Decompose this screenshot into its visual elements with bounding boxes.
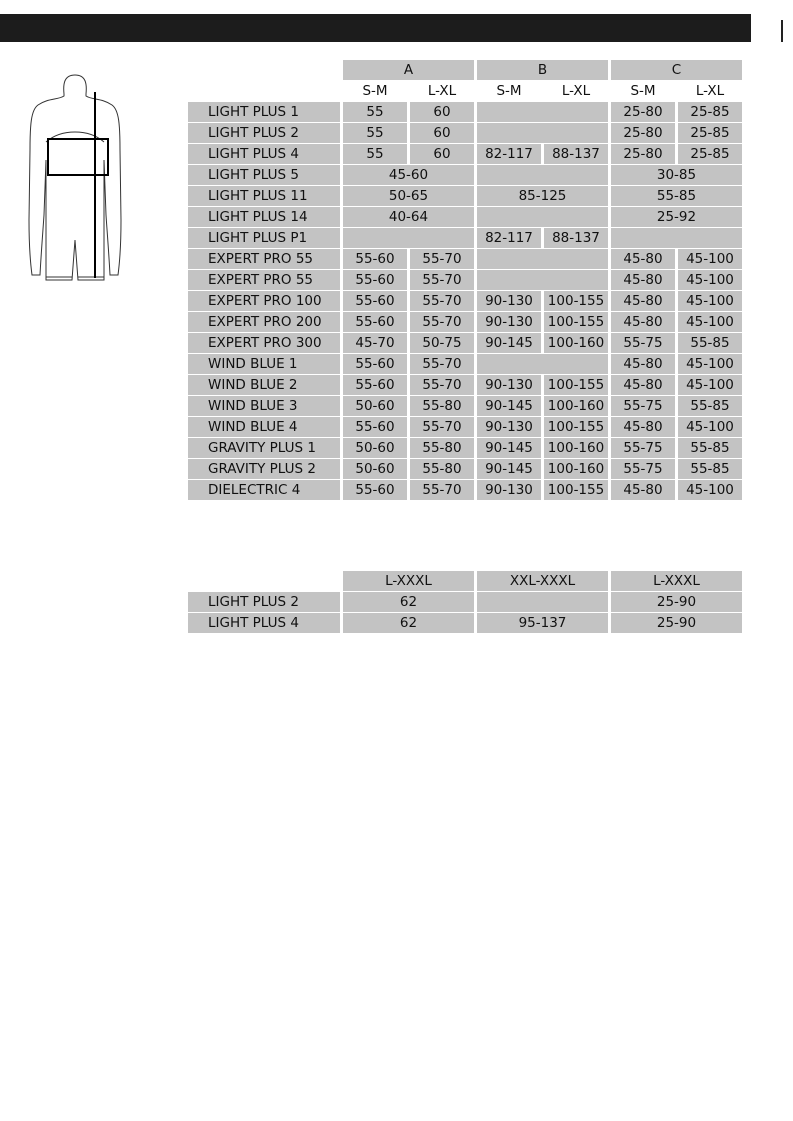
size-value-cell: 100-160 bbox=[544, 333, 608, 353]
size-value-cell: 55-70 bbox=[410, 480, 474, 500]
product-name: WIND BLUE 3 bbox=[188, 396, 340, 416]
size-header: S-M bbox=[630, 83, 656, 99]
large-size-header: L-XXXL bbox=[343, 571, 474, 591]
size-value-cell bbox=[477, 207, 608, 227]
size-value-cell: 55-60 bbox=[343, 480, 407, 500]
size-value-cell: 100-160 bbox=[544, 396, 608, 416]
large-size-header: L-XXXL bbox=[611, 571, 742, 591]
corner-cell bbox=[188, 60, 340, 80]
table-row bbox=[188, 375, 742, 395]
size-header: L-XL bbox=[427, 83, 457, 99]
size-table-body bbox=[188, 102, 742, 500]
table-row bbox=[188, 480, 742, 500]
table-row bbox=[188, 312, 742, 332]
corner-cell bbox=[188, 571, 340, 591]
size-value-cell: 40-64 bbox=[343, 207, 474, 227]
product-name: DIELECTRIC 4 bbox=[188, 480, 340, 500]
header-bar bbox=[0, 14, 751, 42]
size-value-cell: 55-75 bbox=[611, 396, 675, 416]
size-value-cell: 55 bbox=[343, 123, 407, 143]
size-value-cell: 45-100 bbox=[678, 417, 742, 437]
size-value-cell: 90-130 bbox=[477, 417, 541, 437]
size-value-cell: 25-85 bbox=[678, 123, 742, 143]
product-name: LIGHT PLUS 2 bbox=[188, 123, 340, 143]
size-value-cell: 50-75 bbox=[410, 333, 474, 353]
size-value-cell bbox=[343, 228, 474, 248]
size-value-cell: 45-80 bbox=[611, 375, 675, 395]
size-value-cell: 55-70 bbox=[410, 375, 474, 395]
size-value-cell: 55-85 bbox=[611, 186, 742, 206]
size-value-cell: 90-130 bbox=[477, 480, 541, 500]
size-header: L-XL bbox=[561, 83, 591, 99]
size-value-cell: 90-145 bbox=[477, 438, 541, 458]
size-value-cell: 25-85 bbox=[678, 102, 742, 122]
size-header: S-M bbox=[362, 83, 388, 99]
size-value-cell: 62 bbox=[343, 592, 474, 612]
size-value-cell: 25-80 bbox=[611, 123, 675, 143]
table-row bbox=[188, 417, 742, 437]
size-value-cell: 45-80 bbox=[611, 354, 675, 374]
size-value-cell bbox=[477, 592, 608, 612]
table-row bbox=[188, 438, 742, 458]
size-value-cell: 45-80 bbox=[611, 249, 675, 269]
product-name: EXPERT PRO 200 bbox=[188, 312, 340, 332]
size-value-cell: 88-137 bbox=[544, 144, 608, 164]
group-header-b: B bbox=[477, 60, 608, 80]
size-value-cell: 88-137 bbox=[544, 228, 608, 248]
size-value-cell bbox=[477, 165, 608, 185]
size-value-cell bbox=[477, 249, 608, 269]
size-value-cell: 45-100 bbox=[678, 312, 742, 332]
large-size-table bbox=[185, 570, 745, 634]
size-value-cell bbox=[477, 354, 608, 374]
group-header-a: A bbox=[343, 60, 474, 80]
size-value-cell: 90-130 bbox=[477, 291, 541, 311]
size-value-cell: 25-85 bbox=[678, 144, 742, 164]
size-value-cell: 50-60 bbox=[343, 438, 407, 458]
size-value-cell: 60 bbox=[410, 123, 474, 143]
size-value-cell: 25-90 bbox=[611, 613, 742, 633]
table-row bbox=[188, 354, 742, 374]
table-row bbox=[188, 396, 742, 416]
size-table bbox=[185, 59, 745, 501]
size-value-cell: 55-60 bbox=[343, 312, 407, 332]
product-name: LIGHT PLUS 4 bbox=[188, 144, 340, 164]
table-row bbox=[188, 165, 742, 185]
size-value-cell: 90-130 bbox=[477, 375, 541, 395]
size-value-cell: 82-117 bbox=[477, 144, 541, 164]
size-value-cell: 55-85 bbox=[678, 459, 742, 479]
size-value-cell: 55-70 bbox=[410, 417, 474, 437]
size-value-cell: 45-80 bbox=[611, 417, 675, 437]
size-value-cell: 95-137 bbox=[477, 613, 608, 633]
size-value-cell: 45-60 bbox=[343, 165, 474, 185]
product-name: LIGHT PLUS 4 bbox=[188, 613, 340, 633]
product-name: LIGHT PLUS P1 bbox=[188, 228, 340, 248]
size-value-cell: 90-145 bbox=[477, 396, 541, 416]
size-value-cell: 55-80 bbox=[410, 396, 474, 416]
size-value-cell: 55-60 bbox=[343, 270, 407, 290]
product-name: LIGHT PLUS 14 bbox=[188, 207, 340, 227]
large-header-row bbox=[188, 571, 742, 591]
table-row bbox=[188, 459, 742, 479]
large-size-table-body bbox=[188, 592, 742, 633]
product-name: EXPERT PRO 100 bbox=[188, 291, 340, 311]
table-row bbox=[188, 249, 742, 269]
size-value-cell: 55-85 bbox=[678, 396, 742, 416]
size-value-cell: 45-80 bbox=[611, 312, 675, 332]
product-name: LIGHT PLUS 2 bbox=[188, 592, 340, 612]
size-value-cell: 60 bbox=[410, 102, 474, 122]
size-value-cell: 100-155 bbox=[544, 375, 608, 395]
table-row bbox=[188, 207, 742, 227]
size-value-cell: 45-100 bbox=[678, 354, 742, 374]
size-value-cell bbox=[477, 270, 608, 290]
body-measurement-figure-icon bbox=[24, 70, 126, 288]
size-value-cell: 55-60 bbox=[343, 375, 407, 395]
table-row bbox=[188, 270, 742, 290]
size-value-cell: 45-100 bbox=[678, 480, 742, 500]
size-value-cell: 100-160 bbox=[544, 438, 608, 458]
large-size-header: XXL-XXXL bbox=[477, 571, 608, 591]
size-value-cell: 100-155 bbox=[544, 480, 608, 500]
size-value-cell: 45-80 bbox=[611, 291, 675, 311]
size-value-cell: 45-80 bbox=[611, 270, 675, 290]
size-value-cell: 55-70 bbox=[410, 249, 474, 269]
table-row bbox=[188, 186, 742, 206]
size-value-cell: 60 bbox=[410, 144, 474, 164]
corner-cell bbox=[188, 81, 340, 101]
size-value-cell: 90-130 bbox=[477, 312, 541, 332]
size-value-cell: 55-80 bbox=[410, 459, 474, 479]
table-row bbox=[188, 291, 742, 311]
size-value-cell: 55-85 bbox=[678, 333, 742, 353]
table-row bbox=[188, 144, 742, 164]
size-value-cell: 55-70 bbox=[410, 354, 474, 374]
table-row bbox=[188, 613, 742, 633]
size-value-cell: 50-65 bbox=[343, 186, 474, 206]
size-value-cell: 45-80 bbox=[611, 480, 675, 500]
size-value-cell: 55-75 bbox=[611, 438, 675, 458]
size-value-cell: 55-60 bbox=[343, 291, 407, 311]
size-value-cell: 25-80 bbox=[611, 102, 675, 122]
size-value-cell: 45-70 bbox=[343, 333, 407, 353]
product-name: LIGHT PLUS 11 bbox=[188, 186, 340, 206]
product-name: EXPERT PRO 55 bbox=[188, 249, 340, 269]
size-value-cell: 55-85 bbox=[678, 438, 742, 458]
product-name: GRAVITY PLUS 2 bbox=[188, 459, 340, 479]
product-name: LIGHT PLUS 5 bbox=[188, 165, 340, 185]
size-value-cell: 45-100 bbox=[678, 270, 742, 290]
size-value-cell: 55-70 bbox=[410, 270, 474, 290]
size-value-cell: 45-100 bbox=[678, 249, 742, 269]
size-value-cell: 85-125 bbox=[477, 186, 608, 206]
size-value-cell: 25-90 bbox=[611, 592, 742, 612]
table-row bbox=[188, 592, 742, 612]
size-value-cell: 100-160 bbox=[544, 459, 608, 479]
size-value-cell bbox=[611, 228, 742, 248]
size-value-cell bbox=[477, 102, 608, 122]
size-value-cell: 90-145 bbox=[477, 459, 541, 479]
size-value-cell: 55-70 bbox=[410, 312, 474, 332]
size-value-cell: 50-60 bbox=[343, 396, 407, 416]
size-value-cell: 62 bbox=[343, 613, 474, 633]
page-edge-mark bbox=[781, 20, 783, 42]
size-value-cell: 55-60 bbox=[343, 249, 407, 269]
table-row bbox=[188, 102, 742, 122]
size-value-cell: 55-75 bbox=[611, 333, 675, 353]
size-header-row bbox=[188, 81, 742, 101]
group-header-c: C bbox=[611, 60, 742, 80]
size-value-cell: 100-155 bbox=[544, 417, 608, 437]
product-name: WIND BLUE 2 bbox=[188, 375, 340, 395]
product-name: WIND BLUE 4 bbox=[188, 417, 340, 437]
product-name: EXPERT PRO 300 bbox=[188, 333, 340, 353]
size-value-cell: 100-155 bbox=[544, 312, 608, 332]
product-name: WIND BLUE 1 bbox=[188, 354, 340, 374]
size-value-cell: 55-70 bbox=[410, 291, 474, 311]
size-value-cell: 55-80 bbox=[410, 438, 474, 458]
size-value-cell bbox=[477, 123, 608, 143]
size-value-cell: 100-155 bbox=[544, 291, 608, 311]
table-row bbox=[188, 333, 742, 353]
size-header: L-XL bbox=[695, 83, 725, 99]
size-header: S-M bbox=[496, 83, 522, 99]
size-value-cell: 90-145 bbox=[477, 333, 541, 353]
size-value-cell: 55-75 bbox=[611, 459, 675, 479]
product-name: LIGHT PLUS 1 bbox=[188, 102, 340, 122]
size-value-cell: 55-60 bbox=[343, 354, 407, 374]
size-value-cell: 55 bbox=[343, 102, 407, 122]
size-value-cell: 50-60 bbox=[343, 459, 407, 479]
size-value-cell: 45-100 bbox=[678, 291, 742, 311]
size-value-cell: 82-117 bbox=[477, 228, 541, 248]
table-row bbox=[188, 228, 742, 248]
product-name: EXPERT PRO 55 bbox=[188, 270, 340, 290]
size-value-cell: 45-100 bbox=[678, 375, 742, 395]
size-value-cell: 25-80 bbox=[611, 144, 675, 164]
group-header-row bbox=[188, 60, 742, 80]
product-name: GRAVITY PLUS 1 bbox=[188, 438, 340, 458]
size-value-cell: 30-85 bbox=[611, 165, 742, 185]
size-value-cell: 55-60 bbox=[343, 417, 407, 437]
size-value-cell: 55 bbox=[343, 144, 407, 164]
size-value-cell: 25-92 bbox=[611, 207, 742, 227]
table-row bbox=[188, 123, 742, 143]
